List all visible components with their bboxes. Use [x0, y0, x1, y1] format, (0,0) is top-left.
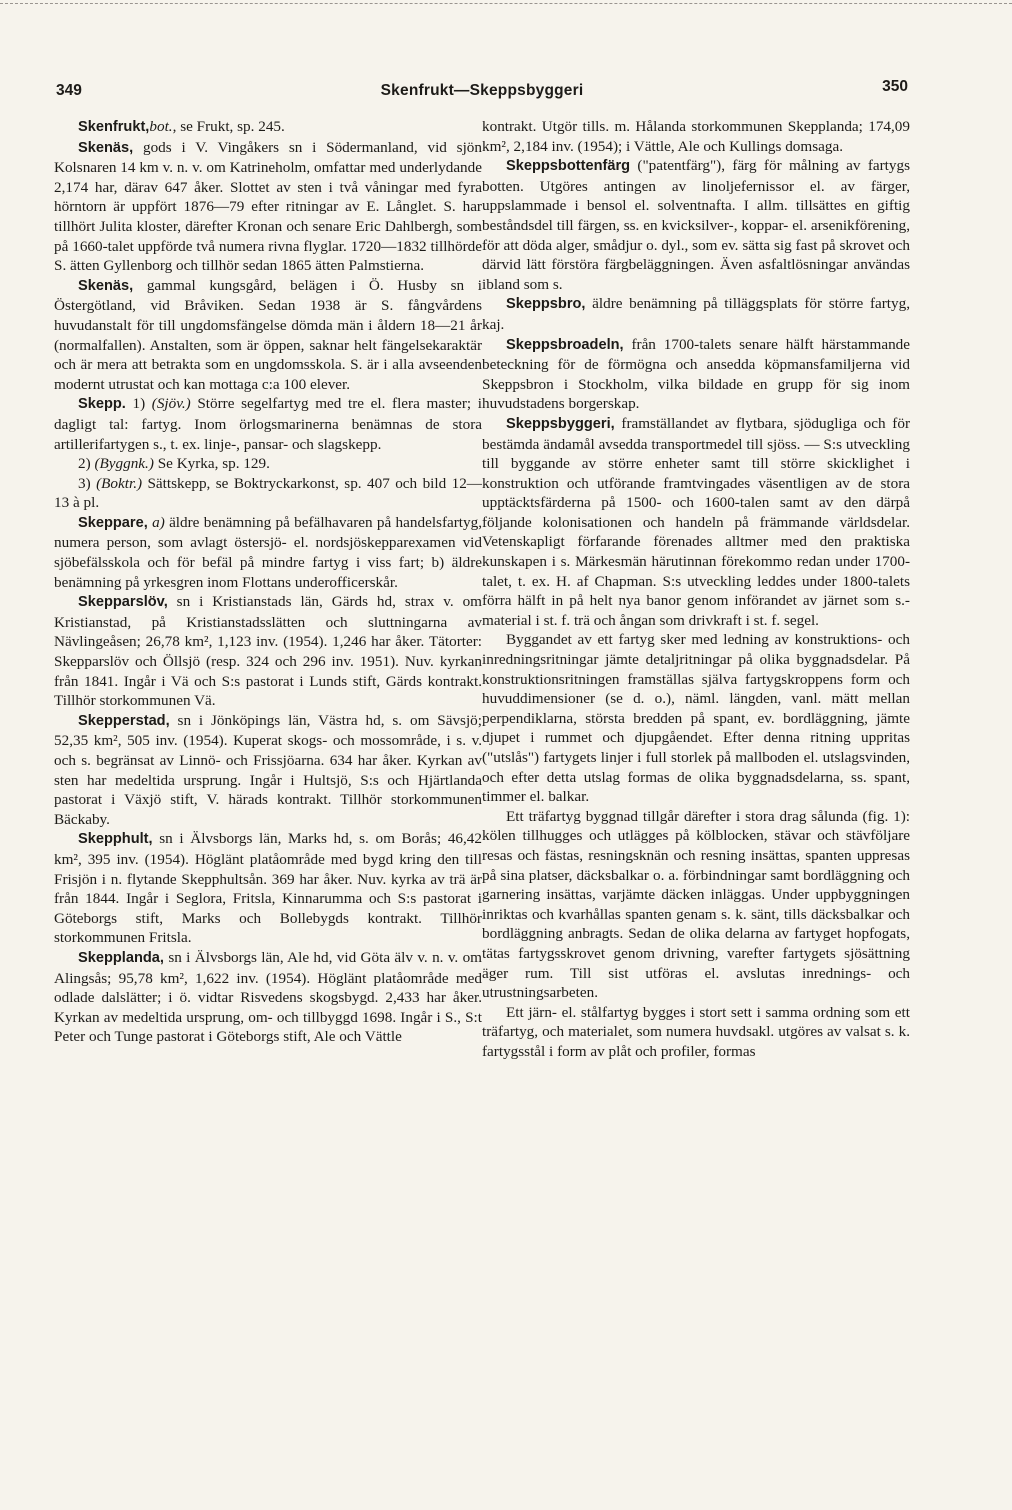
dictionary-entry: [482, 1003, 910, 1062]
entry-prefix: 3): [78, 474, 97, 492]
entry-headword: Skepperstad,: [78, 712, 170, 729]
entry-text: sn i Jönköpings län, Västra hd, s. om Sävsjö; 52,35 km², 505 inv. (1954). Kuperat skogs- och mossområde, i s. v. och s. begränsat av Linnö- och Frissjöarna. 634 har åker. Kyrkan av sten har medeltida ursprung. Ingår i Hultsjö, S:s och Hjärtlanda pastorat i Växjö stift, V. härads kontrakt. Tillhör storkommunen Bäckaby.: [54, 711, 482, 828]
dictionary-entry: [54, 513, 482, 592]
entry-prefix: 1): [125, 395, 152, 413]
entry-headword: Skepplanda,: [78, 949, 164, 966]
entry-text: sn i Kristianstads län, Gärds hd, strax v. om Kristianstad, på Kristianstadsslätten och sluttningarna av Nävlingeåsen; 26,78 km², 1,123 inv. (1954). 1,246 har åker. Tätorter: Skepparslöv och Öllsjö (resp. 324 och 296 inv. 1951). Nuv. kyrkan från 1841. Ingår i Vä och S:s pastorat i Lunds stift, Gärds kontrakt. Tillhör storkommunen Vä.: [54, 593, 482, 710]
entry-headword: Skeppsbyggeri,: [506, 415, 615, 432]
entry-text: gammal kungsgård, belägen i Ö. Husby sn i Östergötland, vid Bråviken. Sedan 1938 är S. fångvårdens huvudanstalt för till ungdomsfängelse dömda män i åldern 18—21 år (normalfallen). Anstalten, som är öppen, saknar helt fängelsekaraktär och är mera att betrakta som en ungdomsskola. S. är i alla avseenden modernt utrustat och kan mottaga c:a 100 elever.: [54, 276, 482, 393]
entry-text: , se Frukt, sp. 245.: [172, 118, 285, 135]
entry-text: äldre benämning på befälhavaren på handelsfartyg, numera person, som avlagt östersjö- el. nordsjöskepparexamen vid sjöbefälsskola och för befäl på mindre fartyg i viss fart; b) äldre benämning på yrkesgren inom Flottans underofficerskår.: [54, 513, 483, 591]
entry-label: (Sjöv.): [151, 395, 191, 413]
dictionary-entry: [54, 829, 482, 948]
entry-headword: Skepphult,: [78, 831, 153, 848]
entry-text: Sättskepp, se Boktryckarkonst, sp. 407 och bild 12—13 à pl.: [54, 474, 482, 512]
dictionary-entry: [482, 156, 910, 294]
entry-headword: Skeppsbro,: [506, 296, 586, 313]
entry-label: (Byggnk.): [94, 455, 154, 473]
dictionary-entry: [482, 117, 910, 156]
entry-headword: Skenäs,: [78, 277, 134, 294]
entry-prefix: 2): [78, 455, 95, 473]
dictionary-entry: [482, 630, 910, 806]
dictionary-entry: [54, 276, 482, 395]
entry-label: a): [152, 513, 165, 531]
entry-text: ("patentfärg"), färg för målning av fartygs botten. Utgöres antingen av linoljefernissor el. av färger, uppslammade i bensol el. solventnafta. I allm. tillsättes en giftig beståndsdel till färgen, ss. en kvicksilver-, koppar- el. arsenikförening, för att döda alger, smådjur o. dyl., som ev. sätta sig fast på skrovet och därvid lätt förstöra färgbeläggningen. Även asfaltlösningar användas ibland som s.: [482, 157, 910, 293]
entry-text: Ett träfartyg byggnad tillgår därefter i stora drag sålunda (fig. 1): kölen tillhugges och utlägges på kölblocken, stävar och stävföljare resas och fästas, resningsknän och resning insättas, spanten uppresas på sina platser, däcksbalkar o. a. förbindningar samt bordläggning och garnering insättas, varjämte däcken inläggas. Under uppbyggningen inriktas och kvarhållas spanten genam s. k. sänt, tills däcksbalkar och bordläggning anbragts. Sedan de olika delarna av fartyget hopfogats, tätas fartygsskrovet genom drivning, varefter fartygets sjösättning äger rum. Till sist utföras el. avslutas inrednings- och utrustningsarbeten.: [482, 807, 910, 1002]
dictionary-entry: [54, 474, 482, 513]
dictionary-entry: [482, 414, 910, 631]
entry-headword: Skeppare,: [78, 514, 148, 531]
entry-text: äldre benämning på tilläggsplats för större fartyg, kaj.: [482, 295, 910, 333]
dictionary-entry: [482, 335, 910, 414]
running-title: Skenfrukt—Skeppsbyggeri: [380, 82, 584, 99]
entry-text: Större segelfartyg med tre el. flera master; i dagligt tal: fartyg. Inom örlogsmarinerna benämnas de stora artillerifartygen s., t. ex. linje-, pansar- och slagskepp.: [54, 395, 483, 453]
entry-text: Se Kyrka, sp. 129.: [153, 455, 270, 473]
entry-text: Byggandet av ett fartyg sker med ledning av konstruktions- och inredningsritningar jämte detaljritningar på olika byggnadsdelar. På konstruktionsritningen framställas själva fartygskroppens form och huvuddimensioner (se d. o.), näml. längden, vanl. mätt mellan perpendiklarna, största bredden på spant, ev. bordläggning, jämte djupet i rummet och djupgåendet. Efter denna ritning uppritas ("utslås") fartygets linjer i full storlek på mallboden el. utslagsvinden, och efter detta utslag formas de olika byggnadsdelarna, ss. spant, timmer el. balkar.: [482, 631, 910, 806]
dictionary-entry: [54, 711, 482, 830]
dictionary-entry: [482, 807, 910, 1003]
dictionary-entry: [54, 138, 482, 276]
dictionary-entry: [482, 294, 910, 334]
entry-text: Ett järn- el. stålfartyg bygges i stort sett i samma ordning som ett träfartyg, och materialet, som numera huvdsakl. utgöres av valsat s. k. fartygsstål i form av plåt och profiler, formas: [482, 1003, 910, 1060]
dictionary-entry: [54, 454, 482, 474]
page-number-left: 349: [56, 82, 82, 99]
dictionary-entry: [54, 948, 482, 1047]
entry-headword: Skenfrukt,: [78, 119, 150, 135]
entry-text: kontrakt. Utgör tills. m. Hålanda storkommunen Skepplanda; 174,09 km², 2,184 inv. (1954); i Vättle, Ale och Kullings domsaga.: [482, 118, 910, 155]
page-top-rule: [0, 3, 1012, 4]
right-column: [482, 117, 910, 1062]
dictionary-entry: [54, 592, 482, 711]
entry-text: framställandet av flytbara, sjödugliga och för bestämda ändamål avsedda transportmedel till sjöss. — S:s utveckling till byggande av större enheter samt till större skicklighet i konstruktion och utförande framtvingades väsentligen av de stora upptäcktsfärderna på 1500- och 1600-talen samt av den därpå följande kolonisationen och handeln på främmande världsdelar. Vetenskapligt förfarande förenades alltmer med den praktiska kunskapen i s. Märkesmän härutinnan förekommo redan under 1700-talet, t. ex. H. af Chapman. S:s utveckling leddes under 1800-talets förra hälft in på helt nya banor genom införandet av järnet som s.-material i st. f. trä och ångan som drivkraft i st. f. segel.: [482, 414, 910, 629]
entry-text: från 1700-talets senare hälft härstammande beteckning för de förmögna och ansedda köpmansfamiljerna vid Skeppsbron i Stockholm, vilka bildade en grupp för sig inom huvudstadens borgerskap.: [482, 335, 910, 413]
entry-headword: Skenäs,: [78, 139, 134, 156]
page-number-right: 350: [882, 78, 908, 95]
left-column: [54, 117, 482, 1047]
page-header: [56, 76, 908, 106]
entry-text: sn i Älvsborgs län, Ale hd, vid Göta älv v. n. v. om Alingsås; 95,78 km², 1,622 inv. (1954). Höglänt platåområde med odlade dalslätter; i ö. vidtar Risvedens skogsbygd. 2,433 har åker. Kyrkan av medeltida ursprung, om- och tillbyggd 1698. Ingår i S., S:t Peter och Tunge pastorat i Göteborgs stift, Ale och Vättle: [54, 948, 482, 1046]
entry-headword: Skeppsbottenfärg: [506, 158, 631, 175]
dictionary-entry: [54, 117, 482, 138]
entry-label: (Boktr.): [96, 474, 143, 492]
entry-headword: Skepp.: [78, 396, 126, 413]
entry-text: sn i Älvsborgs län, Marks hd, s. om Borås; 46,42 km², 395 inv. (1954). Höglänt platåområde med bygd kring den till Frisjön i n. flytande Skepphultsån. 369 har åker. Nuv. kyrka av trä är från 1844. Ingår i Seglora, Fritsla, Kinnarumma och S:s pastorat i Göteborgs stift, Marks och Bollebygds kontrakt. Tillhör storkommunen Fritsla.: [54, 830, 482, 947]
entry-headword: Skeppsbroadeln,: [506, 336, 624, 353]
entry-headword: Skepparslöv,: [78, 594, 168, 611]
dictionary-entry: [54, 394, 482, 454]
entry-text: gods i V. Vingåkers sn i Södermanland, vid sjön Kolsnaren 14 km v. n. v. om Katrineholm, omfattar med underlydande 2,174 har, därav 647 åker. Slottet av sten i två våningar med fyra hörntorn är uppfört 1876—79 efter ritningar av E. Långlet. S. har tillhört Julita kloster, därefter Kronan och senare Eric Dahlbergh, som på 1660-talet uppförde två numera rivna flyglar. 1720—1832 tillhörde S. ätten Gyllenborg och tillhör sedan 1865 ätten Palmstierna.: [54, 138, 482, 275]
entry-label: bot.: [149, 118, 173, 135]
